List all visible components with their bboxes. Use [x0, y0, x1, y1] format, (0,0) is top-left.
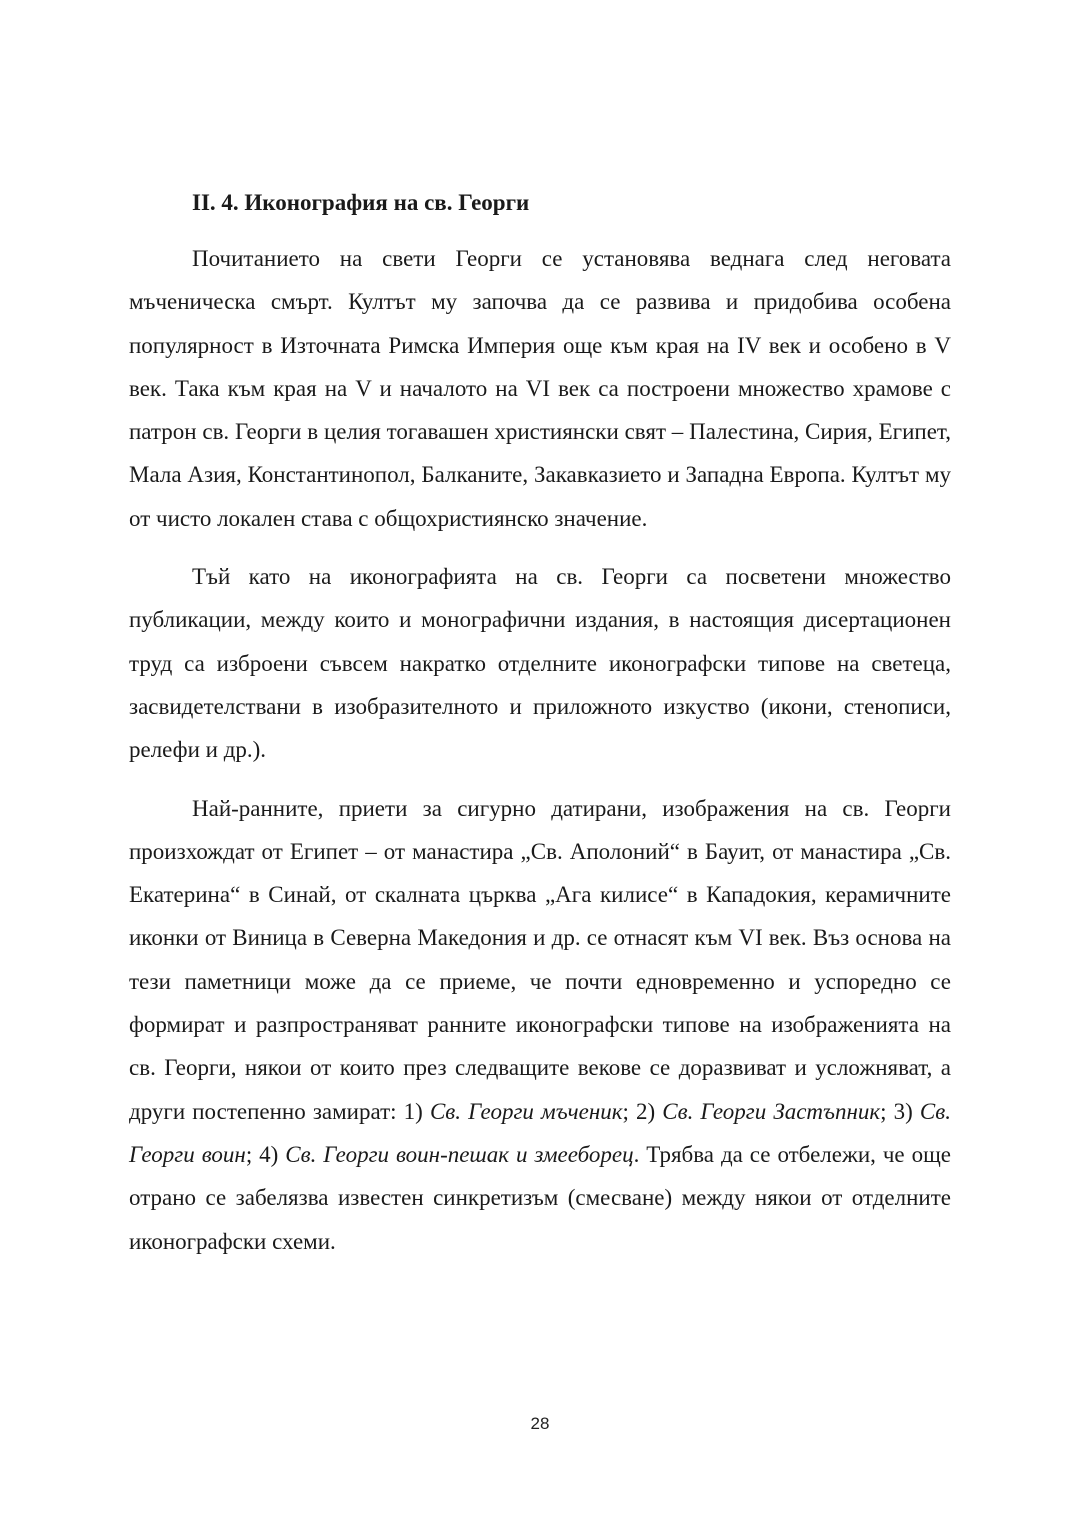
section-heading: II. 4. Иконография на св. Георги	[192, 190, 530, 215]
iconographic-type-dragon-slayer: Св. Георги воин-пешак и змееборец	[285, 1141, 634, 1167]
list-number-2: ; 2)	[622, 1098, 663, 1124]
iconographic-type-intercessor: Св. Георги Застъпник	[662, 1098, 881, 1124]
paragraph-cult-origin: Почитанието на свети Георги се установява веднага след неговата мъченическа смърт. Култът му започва да се развива и придобива особена популярност в Източната Римска Империя още към края на IV век и особено в V век. Така към края на V и началото на VI век са построени множество храмове с патрон св. Георги в целия тогавашен християнски свят – Палестина, Сирия, Египет, Мала Азия, Константинопол, Балканите, Закавказието и Западна Европа. Култът му от чисто локален става с общохристиянско значение.	[129, 246, 951, 531]
paragraph-outro-text: . Трябва да се отбележи, че още отрано се забелязва известен синкретизъм (смесване) между някои от отделните иконографски схеми.	[129, 1141, 951, 1254]
iconographic-type-martyr: Св. Георги мъченик	[429, 1098, 623, 1124]
list-number-1: 1)	[403, 1098, 430, 1124]
paragraph-iconography-scope: Тъй като на иконографията на св. Георги са посветени множество публикации, между които и монографични издания, в настоящия дисертационен труд са изброени съвсем накратко отделните иконографски типове на светеца, засвидетелствани в изобразителното и приложното изкуство (икони, стенописи, релефи и др.).	[129, 564, 951, 763]
page-number: 28	[530, 1414, 550, 1433]
iconographic-type-warrior: Св. Георги воин	[129, 1098, 951, 1167]
paragraph-earliest-images	[129, 787, 951, 1263]
paragraph-intro-text: Най-ранните, приети за сигурно датирани, изображения на св. Георги произхождат от Египет – от манастира „Св. Аполоний“ в Бауит, от манастира „Св. Екатерина“ в Синай, от скалната църква „Ага килисе“ в Кападокия, керамичните иконки от Виница в Северна Македония и др. се отнасят към VI век. Въз основа на тези паметници може да се приеме, че почти едновременно и успоредно се формират и разпространяват ранните иконографски типове на изображенията на св. Георги, някои от които през следващите векове се доразвиват и усложняват, а други постепенно замират:	[129, 795, 951, 1124]
page-content	[129, 183, 951, 1278]
list-number-4: ; 4)	[245, 1141, 286, 1167]
list-number-3: ; 3)	[880, 1098, 920, 1124]
